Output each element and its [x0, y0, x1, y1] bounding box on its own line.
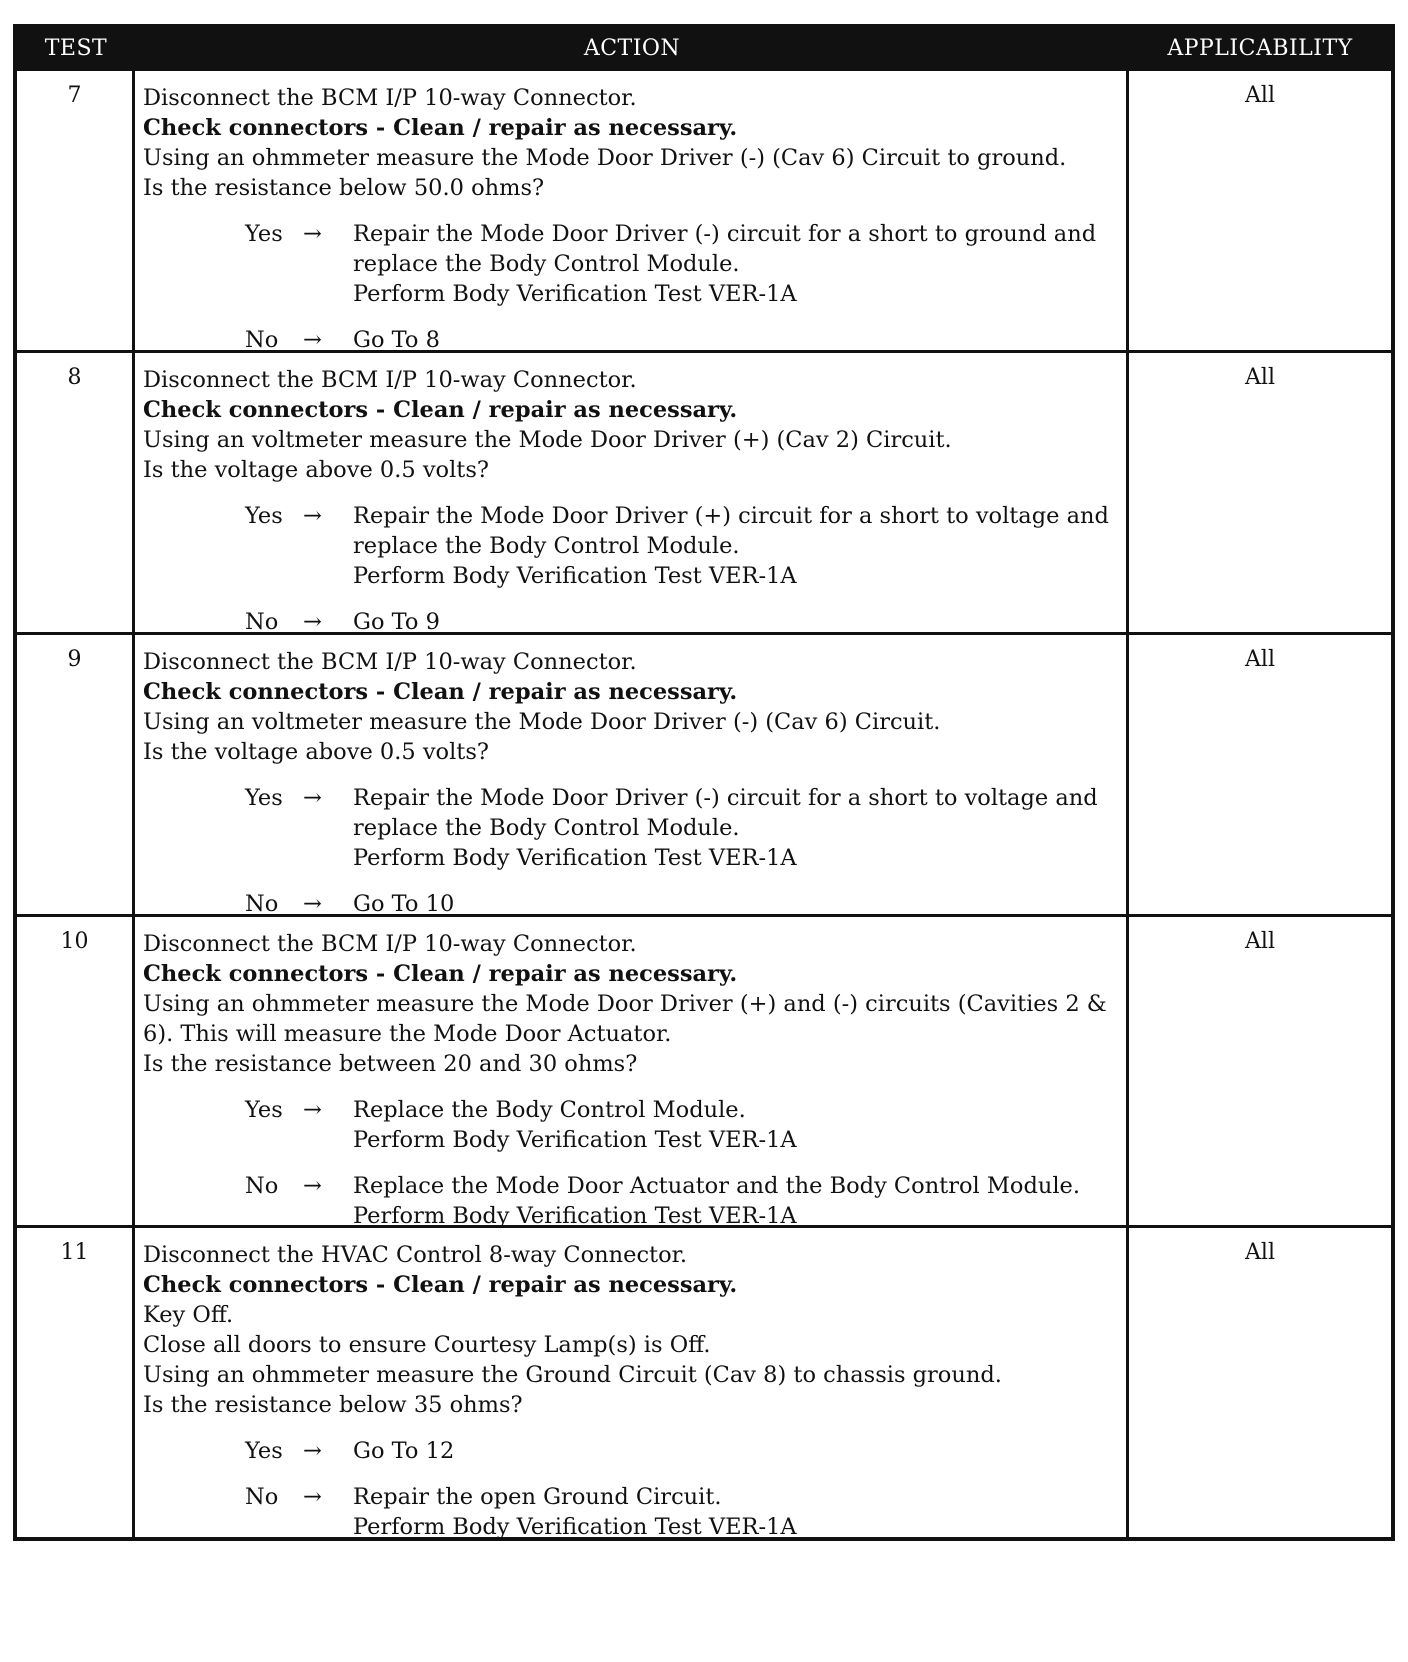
answer-label: Yes — [245, 1097, 283, 1123]
action-line: Disconnect the BCM I/P 10-way Connector. — [143, 367, 637, 393]
answer-text-line: Perform Body Verification Test VER-1A — [353, 1203, 797, 1229]
test-number: 11 — [17, 1228, 135, 1537]
answer-text-line: Go To 9 — [353, 609, 440, 635]
action-line: Disconnect the BCM I/P 10-way Connector. — [143, 931, 637, 957]
arrow-icon: → — [303, 891, 322, 917]
header-test: TEST — [44, 35, 108, 61]
table-row — [17, 350, 1391, 635]
answer-text-line: Go To 8 — [353, 327, 440, 353]
action-line: Key Off. — [143, 1302, 234, 1328]
answer-text-line: Repair the open Ground Circuit. — [353, 1484, 722, 1510]
header-action: ACTION — [583, 35, 681, 61]
answer-text-line: Perform Body Verification Test VER-1A — [353, 1514, 797, 1540]
answer-label: No — [245, 891, 279, 917]
action-line: Disconnect the BCM I/P 10-way Connector. — [143, 85, 637, 111]
answer-text-line: Replace the Mode Door Actuator and the Body Control Module. — [353, 1173, 1081, 1199]
answer-label: Yes — [245, 1438, 283, 1464]
answer-label: No — [245, 327, 279, 353]
applicability-value: All — [1245, 647, 1275, 672]
action-cell — [135, 353, 1129, 635]
answer-text-line: Repair the Mode Door Driver (-) circuit for a short to ground and — [353, 221, 1097, 247]
action-line: Is the voltage above 0.5 volts? — [143, 457, 489, 483]
answer-text — [353, 501, 1109, 591]
answer-no — [245, 1482, 1118, 1542]
arrow-icon: → — [303, 1438, 322, 1464]
check-connectors-instruction: Check connectors - Clean / repair as necessary. — [143, 115, 738, 141]
answer-yes — [245, 1095, 1118, 1155]
answer-text-line: replace the Body Control Module. — [353, 533, 740, 559]
action-line: Is the voltage above 0.5 volts? — [143, 739, 489, 765]
action-line: Using an voltmeter measure the Mode Door Driver (+) (Cav 2) Circuit. — [143, 427, 952, 453]
answer-text — [353, 325, 440, 355]
action-cell — [135, 71, 1129, 353]
test-number: 9 — [17, 635, 135, 914]
answer-text — [353, 219, 1096, 309]
answer-text — [353, 783, 1098, 873]
answer-label: Yes — [245, 785, 283, 811]
answer-text-line: Perform Body Verification Test VER-1A — [353, 1127, 797, 1153]
check-connectors-instruction: Check connectors - Clean / repair as necessary. — [143, 961, 738, 987]
action-cell — [135, 1228, 1129, 1540]
action-line: Is the resistance between 20 and 30 ohms? — [143, 1051, 638, 1077]
answer-yes — [245, 501, 1118, 591]
table-row — [17, 68, 1391, 353]
action-line: Using an ohmmeter measure the Mode Door Driver (-) (Cav 6) Circuit to ground. — [143, 145, 1067, 171]
action-line: Close all doors to ensure Courtesy Lamp(s) is Off. — [143, 1332, 711, 1358]
answer-text-line: replace the Body Control Module. — [353, 815, 740, 841]
applicability-value: All — [1245, 1240, 1275, 1265]
arrow-icon: → — [303, 785, 322, 811]
answer-text-line: Go To 10 — [353, 891, 455, 917]
answer-text-line: Perform Body Verification Test VER-1A — [353, 281, 797, 307]
answer-label: No — [245, 609, 279, 635]
answer-text-line: Go To 12 — [353, 1438, 455, 1464]
check-connectors-instruction: Check connectors - Clean / repair as necessary. — [143, 397, 738, 423]
diagnostic-table — [13, 24, 1395, 1541]
header-applicability: APPLICABILITY — [1167, 35, 1353, 61]
answer-text-line: Repair the Mode Door Driver (+) circuit for a short to voltage and — [353, 503, 1109, 529]
answer-text — [353, 889, 454, 919]
answer-yes — [245, 219, 1118, 309]
test-number: 8 — [17, 353, 135, 632]
answer-label: Yes — [245, 221, 283, 247]
arrow-icon: → — [303, 327, 322, 353]
answer-yes — [245, 783, 1118, 873]
action-line: Is the resistance below 50.0 ohms? — [143, 175, 545, 201]
answer-text-line: Replace the Body Control Module. — [353, 1097, 746, 1123]
answer-label: No — [245, 1484, 279, 1510]
check-connectors-instruction: Check connectors - Clean / repair as necessary. — [143, 679, 738, 705]
answer-no — [245, 607, 1118, 637]
answer-text-line: Perform Body Verification Test VER-1A — [353, 563, 797, 589]
answer-text-line: replace the Body Control Module. — [353, 251, 740, 277]
answer-no — [245, 1171, 1118, 1231]
test-number: 10 — [17, 917, 135, 1225]
arrow-icon: → — [303, 503, 322, 529]
arrow-icon: → — [303, 1484, 322, 1510]
table-row — [17, 914, 1391, 1229]
answer-yes — [245, 1436, 1118, 1466]
arrow-icon: → — [303, 1173, 322, 1199]
table-row — [17, 1225, 1391, 1540]
action-line: 6). This will measure the Mode Door Actuator. — [143, 1021, 672, 1047]
action-line: Is the resistance below 35 ohms? — [143, 1392, 523, 1418]
action-line: Disconnect the HVAC Control 8-way Connector. — [143, 1242, 688, 1268]
answer-label: No — [245, 1173, 279, 1199]
check-connectors-instruction: Check connectors - Clean / repair as necessary. — [143, 1272, 738, 1298]
applicability-value: All — [1245, 929, 1275, 954]
answer-text — [353, 1171, 1080, 1231]
action-line: Disconnect the BCM I/P 10-way Connector. — [143, 649, 637, 675]
action-cell — [135, 917, 1129, 1229]
applicability-value: All — [1245, 365, 1275, 390]
arrow-icon: → — [303, 221, 322, 247]
test-number: 7 — [17, 71, 135, 350]
action-line: Using an ohmmeter measure the Mode Door Driver (+) and (-) circuits (Cavities 2 & — [143, 991, 1107, 1017]
action-cell — [135, 635, 1129, 917]
action-line: Using an voltmeter measure the Mode Door Driver (-) (Cav 6) Circuit. — [143, 709, 941, 735]
answer-text-line: Repair the Mode Door Driver (-) circuit for a short to voltage and — [353, 785, 1098, 811]
action-line: Using an ohmmeter measure the Ground Circuit (Cav 8) to chassis ground. — [143, 1362, 1002, 1388]
arrow-icon: → — [303, 1097, 322, 1123]
answer-text — [353, 607, 440, 637]
table-header — [17, 28, 1391, 68]
answer-no — [245, 889, 1118, 919]
table-body — [17, 68, 1391, 1540]
table-row — [17, 632, 1391, 917]
answer-text-line: Perform Body Verification Test VER-1A — [353, 845, 797, 871]
arrow-icon: → — [303, 609, 322, 635]
answer-text — [353, 1482, 797, 1542]
answer-text — [353, 1095, 797, 1155]
answer-label: Yes — [245, 503, 283, 529]
applicability-value: All — [1245, 83, 1275, 108]
answer-no — [245, 325, 1118, 355]
answer-text — [353, 1436, 454, 1466]
